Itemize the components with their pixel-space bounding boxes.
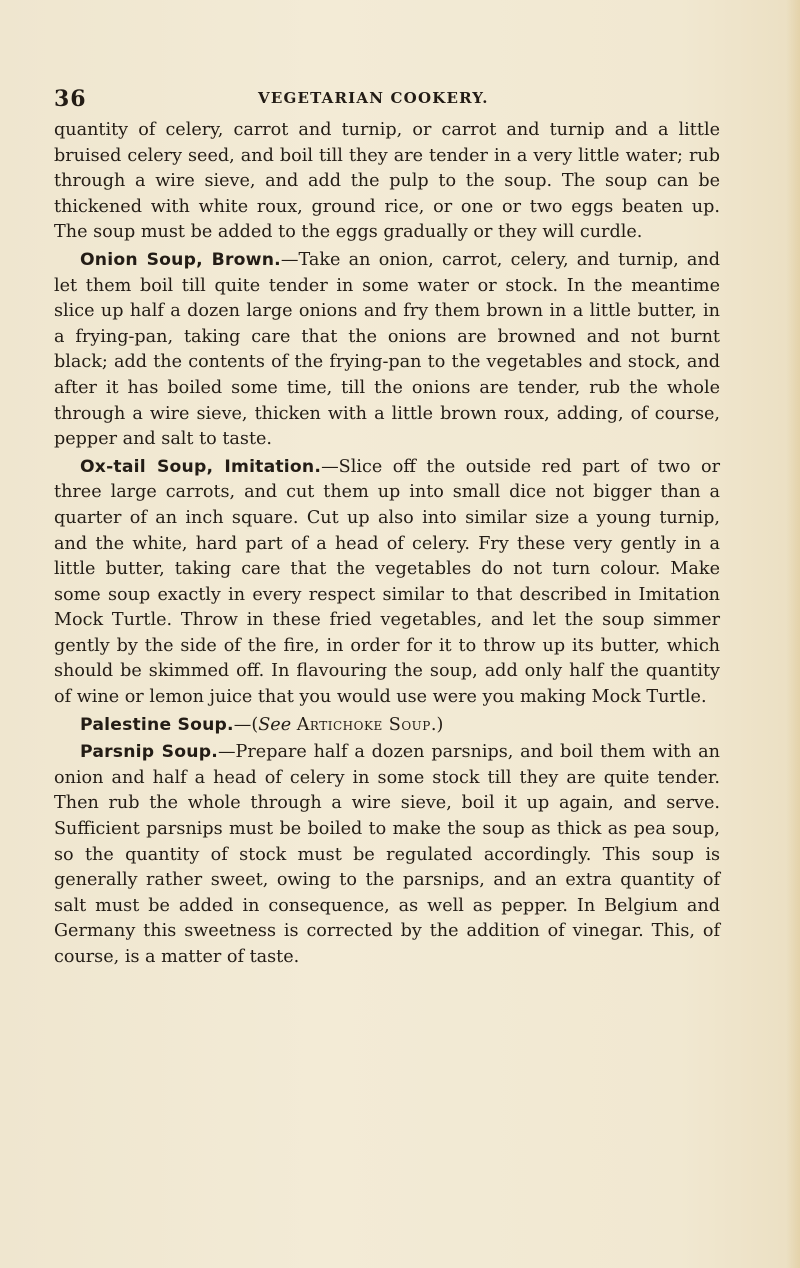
see-reference-word: See — [258, 714, 292, 735]
recipe-heading: Ox-tail Soup, Imitation. — [80, 456, 322, 477]
recipe-heading: Parsnip Soup. — [80, 742, 218, 763]
recipe-text-after: .) — [430, 714, 444, 735]
recipe-text: —Prepare half a dozen parsnips, and boil them with an onion and half a head of celery in some stock till they are quite tender. Then rub the whole through a wire sieve, boil it up again, and serve. Sufficient parsnips must be boiled to make the soup as thick as pea soup, so the quantity of stock must be regulated accordingly. This soup is generally rather sweet, owing to the parsnips, and an extra quantity of salt must be added in consequence, as well as pepper. In Belgium and Germany this sweetness is corrected by the addition of vinegar. This, of course, is a matter of taste. — [54, 742, 720, 967]
page-number: 36 — [54, 86, 87, 112]
running-title: VEGETARIAN COOKERY. — [258, 89, 489, 107]
continuation-paragraph — [54, 118, 720, 246]
recipe-onion-soup-brown — [54, 248, 720, 453]
continuation-text: quantity of celery, carrot and turnip, or carrot and turnip and a little bruised celery seed, and boil till they are tender in a very little water; rub through a wire sieve, and add the pulp to the soup. The soup can be thickened with white roux, ground rice, or one or two eggs beaten up. The soup must be added to the eggs gradually or they will curdle. — [54, 120, 720, 243]
cross-reference: Artichoke Soup — [296, 714, 431, 735]
recipe-text: —Slice off the outside red part of two or three large carrots, and cut them up into small dice not bigger than a quarter of an inch square. Cut up also into similar size a young turnip, and the white, hard part of a head of celery. Fry these very gently in a little butter, taking care that the vegetables do not turn colour. Make some soup exactly in every respect similar to that described in Imitation Mock Turtle. Throw in these fried vegetables, and let the soup simmer gently by the side of the fire, in order for it to throw up its butter, which should be skimmed off. In flavouring the soup, add only half the quantity of wine or lemon juice that you would use were you making Mock Turtle. — [54, 456, 720, 708]
page-edge-shadow — [786, 0, 800, 1268]
page-header — [54, 86, 734, 116]
recipe-text: —Take an onion, carrot, celery, and turnip, and let them boil till quite tender in some water or stock. In the meantime slice up half a dozen large onions and fry them brown in a little butter, in a frying-pan, taking care that the onions are browned and not burnt black; add the contents of the frying-pan to the vegetables and stock, and after it has boiled some time, till the onions are tender, rub the whole through a wire sieve, thicken with a little brown roux, adding, of course, pepper and salt to taste. — [54, 249, 720, 450]
recipe-text-before: —( — [233, 714, 259, 735]
recipe-heading: Palestine Soup. — [80, 714, 234, 735]
recipe-heading: Onion Soup, Brown. — [80, 249, 281, 270]
recipe-palestine-soup — [54, 713, 720, 739]
recipe-parsnip-soup — [54, 740, 720, 970]
page-body — [54, 118, 720, 973]
recipe-ox-tail-soup-imitation — [54, 455, 720, 711]
